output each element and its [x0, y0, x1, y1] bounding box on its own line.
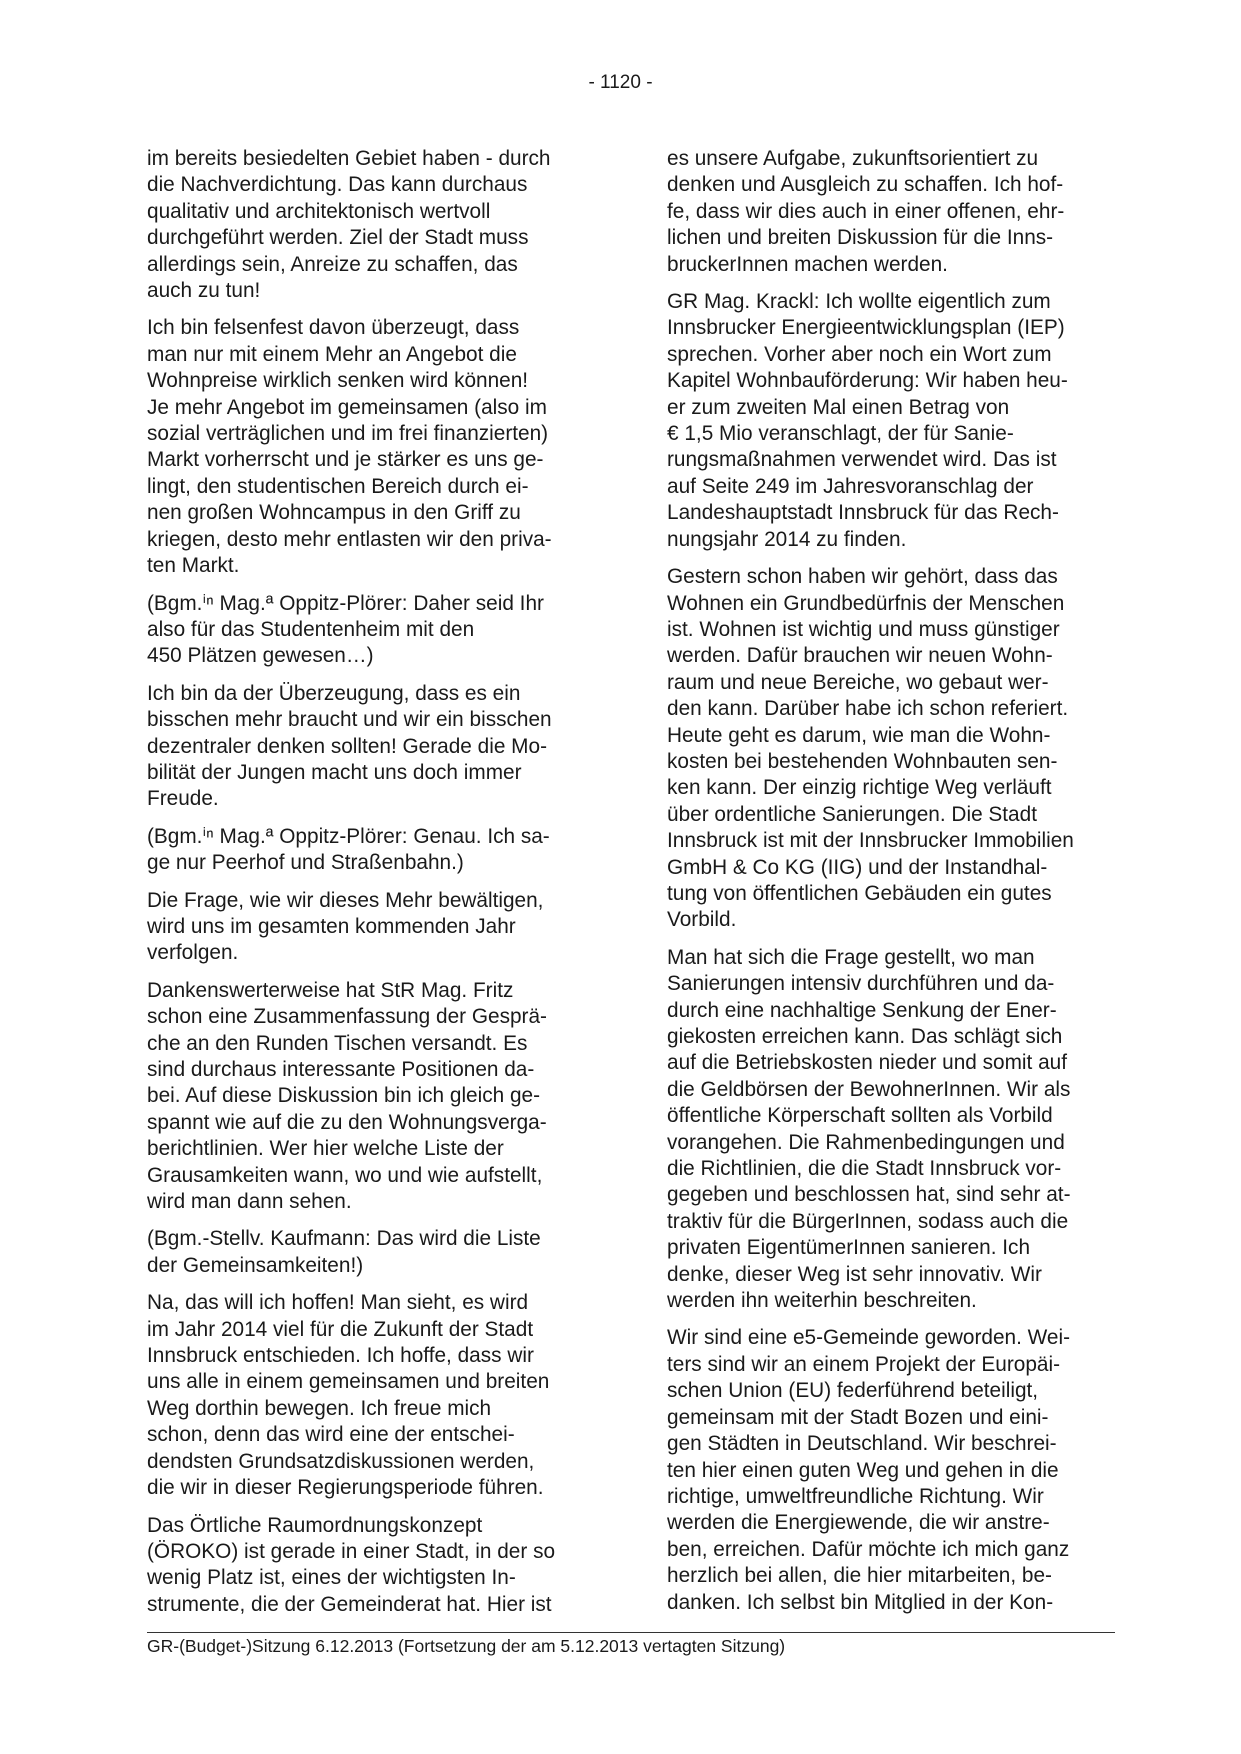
paragraph: Die Frage, wie wir dieses Mehr bewältigen, wird uns im gesamten kommenden Jahr verfolgen.: [147, 888, 544, 965]
paragraph: Ich bin felsenfest davon überzeugt, dass man nur mit einem Mehr an Angebot die Wohnpreise wirklich senken wird können! Je mehr Angebot im gemeinsamen (also im sozial verträglichen und im frei finanzierten) Markt vorherrscht und je stärker es uns ge- lingt, den studentischen Bereich durch ei- nen großen Wohncampus in den Griff zu kriegen, desto mehr entlasten wir den priva- ten Markt.: [147, 316, 552, 578]
interjection: (Bgm.ⁱⁿ Mag.ª Oppitz-Plörer: Genau. Ich sa- ge nur Peerhof und Straßenbahn.): [147, 824, 550, 875]
page-number: - 1120 -: [588, 72, 653, 93]
paragraph: Na, das will ich hoffen! Man sieht, es wird im Jahr 2014 viel für die Zukunft der Stadt Innsbruck entschieden. Ich hoffe, dass wir uns alle in einem gemeinsamen und breiten Weg dorthin bewegen. Ich freue mich schon, denn das wird eine der entschei- dendsten Grundsatzdiskussionen werden, die wir in dieser Regierungsperiode führen.: [147, 1291, 550, 1500]
right-column: [667, 146, 1112, 1627]
paragraph: Das Örtliche Raumordnungskonzept (ÖROKO) ist gerade in einer Stadt, in der so wenig Platz ist, eines der wichtigsten In- strumente, die der Gemeinderat hat. Hier ist: [147, 1513, 556, 1616]
footer-divider: [147, 1632, 1115, 1633]
paragraph: es unsere Aufgabe, zukunftsorientiert zu denken und Ausgleich zu schaffen. Ich hof- fe, dass wir dies auch in einer offenen, ehr- lichen und breiten Diskussion für die Inns- bruckerInnen machen werden.: [667, 147, 1065, 276]
paragraph: Gestern schon haben wir gehört, dass das Wohnen ein Grundbedürfnis der Menschen ist. Wohnen ist wichtig und muss günstiger werden. Dafür brauchen wir neuen Wohn- raum und neue Bereiche, wo gebaut wer- den kann. Darüber habe ich schon referiert. Heute geht es darum, wie man die Wohn- kosten bei bestehenden Wohnbauten sen- ken kann. Der einzig richtige Weg verläuft über ordentliche Sanierungen. Die Stadt Innsbruck ist mit der Innsbrucker Immobilien GmbH & Co KG (IIG) und der Instandhal- tung von öffentlichen Gebäuden ein gutes Vorbild.: [667, 565, 1074, 932]
paragraph: Wir sind eine e5-Gemeinde geworden. Wei- ters sind wir an einem Projekt der Europäi- schen Union (EU) federführend beteiligt, gemeinsam mit der Stadt Bozen und eini- gen Städten in Deutschland. Wir beschrei- ten hier einen guten Weg und gehen in die richtige, umweltfreundliche Richtung. Wir werden die Energiewende, die wir anstre- ben, erreichen. Dafür möchte ich mich ganz herzlich bei allen, die hier mitarbeiten, be- danken. Ich selbst bin Mitglied in der Kon-: [667, 1326, 1071, 1614]
paragraph: im bereits besiedelten Gebiet haben - durch die Nachverdichtung. Das kann durchaus qualitativ und architektonisch wertvoll durchgeführt werden. Ziel der Stadt muss allerdings sein, Anreize zu schaffen, das auch zu tun!: [147, 147, 551, 303]
footer-session-info: GR-(Budget-)Sitzung 6.12.2013 (Fortsetzung der am 5.12.2013 vertagten Sitzung): [147, 1636, 786, 1656]
paragraph: Ich bin da der Überzeugung, dass es ein bisschen mehr braucht und wir ein bisschen dezentraler denken sollten! Gerade die Mo- bilität der Jungen macht uns doch immer Freude.: [147, 681, 552, 811]
interjection: (Bgm.-Stellv. Kaufmann: Das wird die Liste der Gemeinsamkeiten!): [147, 1227, 541, 1277]
interjection: (Bgm.ⁱⁿ Mag.ª Oppitz-Plörer: Daher seid Ihr also für das Studentenheim mit den 450 Plätzen gewesen…): [147, 591, 544, 668]
left-column: [147, 146, 592, 1629]
paragraph: Dankenswerterweise hat StR Mag. Fritz schon eine Zusammenfassung der Gesprä- che an den Runden Tischen versandt. Es sind durchaus interessante Positionen da- bei. Auf diese Diskussion bin ich gleich ge- spannt wie auf die zu den Wohnungsverga- berichtlinien. Wer hier welche Liste der Grausamkeiten wann, wo und wie aufstellt, wird man dann sehen.: [147, 978, 547, 1214]
paragraph: Man hat sich die Frage gestellt, wo man Sanierungen intensiv durchführen und da- durch eine nachhaltige Senkung der Ener- giekosten erreichen kann. Das schlägt sich auf die Betriebskosten nieder und somit auf die Geldbörsen der BewohnerInnen. Wir als öffentliche Körperschaft sollten als Vorbild vorangehen. Die Rahmenbedingungen und die Richtlinien, die die Stadt Innsbruck vor- gegeben und beschlossen hat, sind sehr at- traktiv für die BürgerInnen, sodass auch die privaten EigentümerInnen sanieren. Ich denke, dieser Weg ist sehr innovativ. Wir werden ihn weiterhin beschreiten.: [667, 945, 1071, 1313]
paragraph: GR Mag. Krackl: Ich wollte eigentlich zum Innsbrucker Energieentwicklungsplan (IEP) sprechen. Vorher aber noch ein Wort zum Kapitel Wohnbauförderung: Wir haben heu- er zum zweiten Mal einen Betrag von € 1,5 Mio veranschlagt, der für Sanie- rungsmaßnahmen verwendet wird. Das ist auf Seite 249 im Jahresvoranschlag der Landeshauptstadt Innsbruck für das Rech- nungsjahr 2014 zu finden.: [667, 290, 1068, 551]
